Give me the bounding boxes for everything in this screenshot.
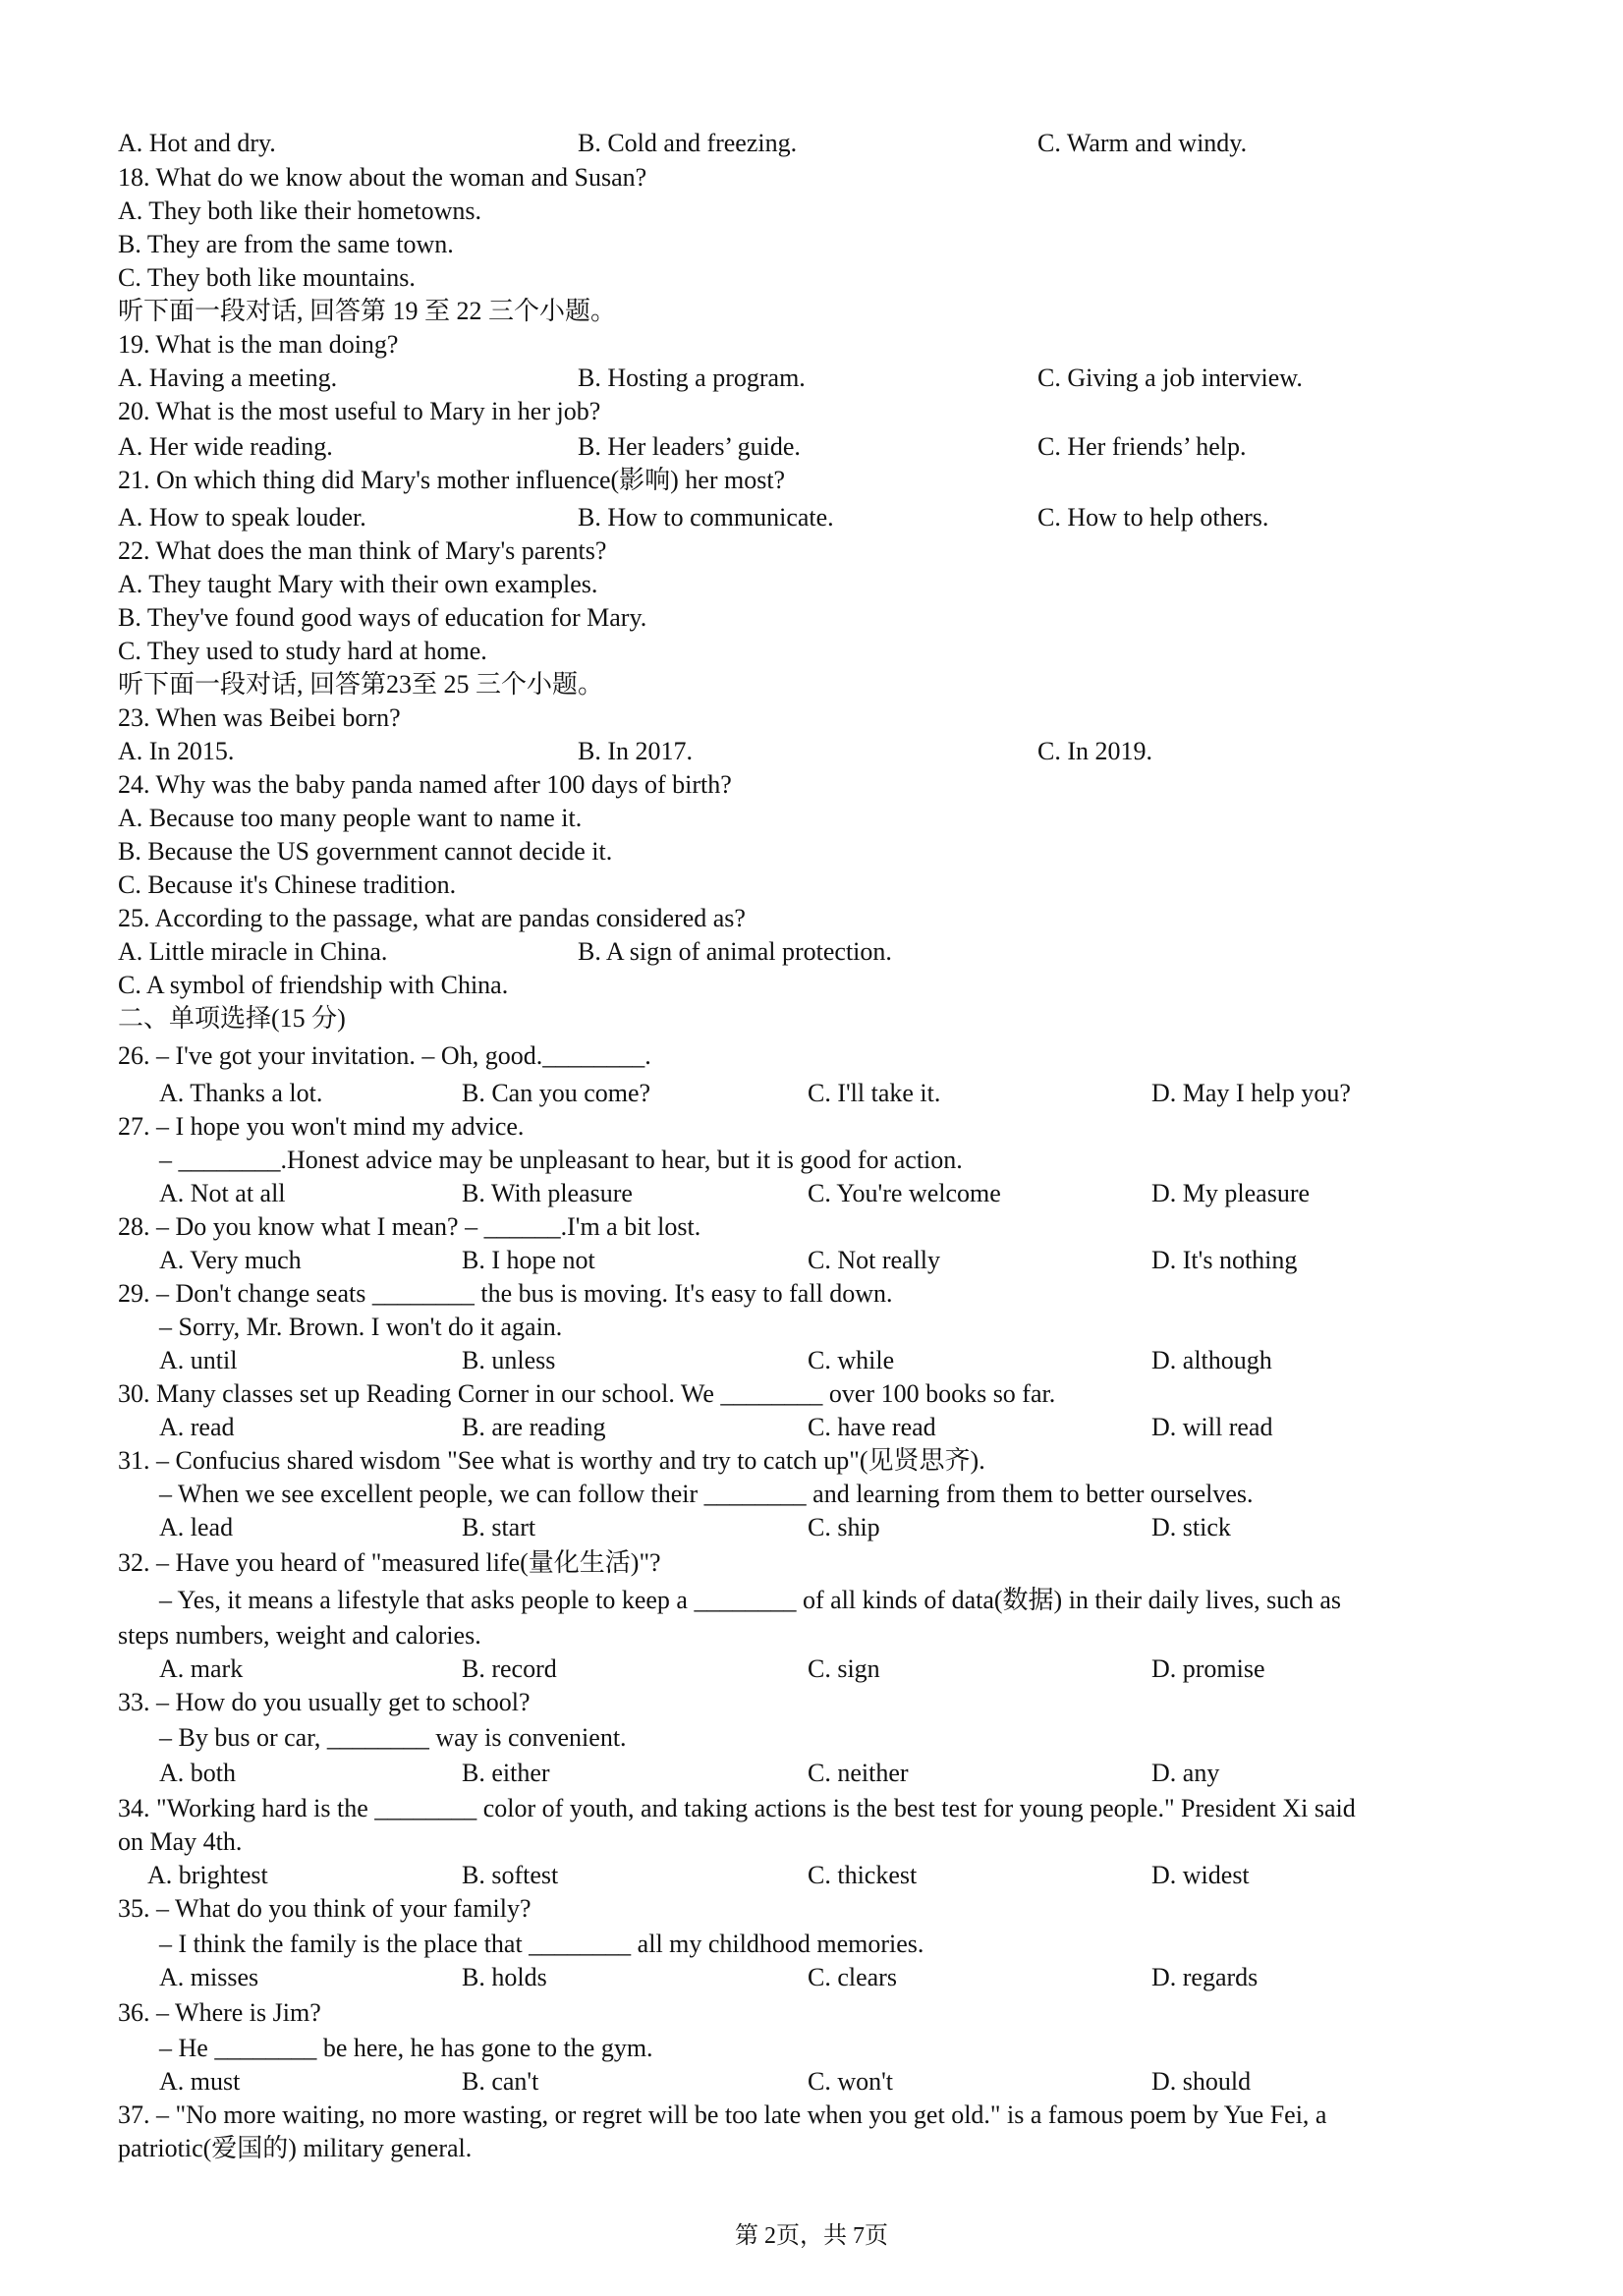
text-line: D. regards [1151,1963,1259,1991]
text-line: B. are reading [462,1413,606,1441]
text-line: A. In 2015. [118,737,235,765]
text-line: steps numbers, weight and calories. [118,1621,481,1650]
text-line: 二、单项选择(15 分) [118,1004,346,1033]
text-line: C. A symbol of friendship with China. [118,971,509,999]
page-footer: 第 2页，共 7页 [735,2223,888,2249]
text-line: – Sorry, Mr. Brown. I won't do it again. [159,1313,563,1341]
text-line: C. They both like mountains. [118,263,416,292]
text-line: C. How to help others. [1037,503,1269,532]
text-line: B. unless [462,1346,556,1374]
text-line: 18. What do we know about the woman and Susan? [118,163,647,192]
text-line: 24. Why was the baby panda named after 100 days of birth? [118,770,732,799]
text-line: C. clears [808,1963,897,1991]
text-line: – I think the family is the place that ________ all my childhood memories. [159,1930,924,1958]
text-line: B. In 2017. [578,737,693,765]
text-line: A. Hot and dry. [118,129,276,157]
text-line: – ________.Honest advice may be unpleasant to hear, but it is good for action. [159,1146,963,1174]
text-line: B. softest [462,1861,559,1889]
text-line: 听下面一段对话, 回答第23至 25 三个小题。 [118,670,604,699]
text-line: C. while [808,1346,895,1374]
text-line: B. Cold and freezing. [578,129,798,157]
text-line: C. They used to study hard at home. [118,637,487,665]
text-line: on May 4th. [118,1827,243,1856]
text-line: A. How to speak louder. [118,503,366,532]
text-line: 25. According to the passage, what are pandas considered as? [118,904,746,932]
text-line: A. They both like their hometowns. [118,196,481,225]
text-line: C. Not really [808,1246,941,1274]
text-line: A. misses [159,1963,259,1991]
text-line: 23. When was Beibei born? [118,703,401,732]
text-line: C. In 2019. [1037,737,1152,765]
text-line: 34. "Working hard is the ________ color of youth, and taking actions is the best test for young people." President Xi said [118,1794,1356,1822]
text-line: B. either [462,1759,550,1787]
text-line: D. widest [1151,1861,1250,1889]
text-line: A. until [159,1346,238,1374]
text-line: 22. What does the man think of Mary's parents? [118,536,607,565]
text-line: B. How to communicate. [578,503,834,532]
text-line: 37. – "No more waiting, no more wasting, or regret will be too late when you get old." is a famous poem by Yue Fei, a [118,2100,1327,2129]
text-line: 21. On which thing did Mary's mother influence(影响) her most? [118,466,786,494]
text-line: 26. – I've got your invitation. – Oh, good.________. [118,1041,651,1070]
text-line: A. mark [159,1654,244,1683]
text-line: 听下面一段对话, 回答第 19 至 22 三个小题。 [118,297,617,325]
text-line: 31. – Confucius shared wisdom "See what is worthy and try to catch up"(见贤思齐). [118,1446,985,1475]
text-line: B. I hope not [462,1246,595,1274]
text-line: B. Because the US government cannot decide it. [118,837,613,866]
text-line: B. start [462,1513,536,1541]
text-line: C. thickest [808,1861,918,1889]
text-line: B. A sign of animal protection. [578,937,892,966]
text-line: C. won't [808,2067,894,2096]
text-line: D. It's nothing [1151,1246,1298,1274]
text-line: 36. – Where is Jim? [118,1998,321,2027]
text-line: B. can't [462,2067,539,2096]
text-line: 35. – What do you think of your family? [118,1894,532,1923]
text-line: A. Little miracle in China. [118,937,388,966]
text-line: A. Thanks a lot. [159,1079,323,1107]
text-line: 32. – Have you heard of "measured life(量化生活)"? [118,1548,661,1577]
text-line: 30. Many classes set up Reading Corner in our school. We ________ over 100 books so far. [118,1379,1056,1408]
text-line: A. Very much [159,1246,302,1274]
text-line: A. Not at all [159,1179,286,1207]
text-line: B. Her leaders’ guide. [578,432,801,461]
text-line: A. must [159,2067,241,2096]
text-line: D. any [1151,1759,1220,1787]
text-line: D. May I help you? [1151,1079,1351,1107]
text-line: D. although [1151,1346,1272,1374]
text-line: B. record [462,1654,557,1683]
text-line: C. You're welcome [808,1179,1001,1207]
text-line: B. With pleasure [462,1179,633,1207]
text-line: 29. – Don't change seats ________ the bus is moving. It's easy to fall down. [118,1279,893,1308]
text-line: – When we see excellent people, we can follow their ________ and learning from them to better ourselves. [159,1480,1254,1508]
text-line: D. stick [1151,1513,1231,1541]
text-line: D. promise [1151,1654,1265,1683]
text-line: – Yes, it means a lifestyle that asks people to keep a ________ of all kinds of data(数据) in their daily lives, such as [159,1586,1341,1614]
text-line: C. neither [808,1759,909,1787]
text-line: 27. – I hope you won't mind my advice. [118,1112,525,1141]
text-line: 20. What is the most useful to Mary in her job? [118,397,601,425]
text-line: D. My pleasure [1151,1179,1311,1207]
text-line: C. sign [808,1654,880,1683]
text-line: patriotic(爱国的) military general. [118,2134,473,2162]
text-line: 19. What is the man doing? [118,330,399,359]
text-line: B. holds [462,1963,547,1991]
text-line: A. brightest [147,1861,268,1889]
text-line: – By bus or car, ________ way is convenient. [159,1723,627,1752]
text-line: D. should [1151,2067,1252,2096]
text-line: A. lead [159,1513,234,1541]
text-line: A. both [159,1759,236,1787]
text-line: B. Hosting a program. [578,364,806,392]
text-line: B. Can you come? [462,1079,651,1107]
text-line: D. will read [1151,1413,1273,1441]
text-line: B. They've found good ways of education for Mary. [118,603,647,632]
text-line: C. I'll take it. [808,1079,941,1107]
text-line: C. Giving a job interview. [1037,364,1303,392]
text-line: A. Having a meeting. [118,364,338,392]
text-line: A. read [159,1413,235,1441]
text-line: 28. – Do you know what I mean? – ______.I'm a bit lost. [118,1212,701,1241]
text-line: C. Her friends’ help. [1037,432,1247,461]
text-line: B. They are from the same town. [118,230,454,258]
text-line: A. Because too many people want to name it. [118,804,583,832]
text-line: A. Her wide reading. [118,432,333,461]
text-line: C. Because it's Chinese tradition. [118,870,457,899]
text-line: C. Warm and windy. [1037,129,1248,157]
text-line: A. They taught Mary with their own examples. [118,570,598,598]
text-line: 33. – How do you usually get to school? [118,1688,531,1716]
text-line: C. have read [808,1413,936,1441]
text-line: C. ship [808,1513,880,1541]
text-line: – He ________ be here, he has gone to the gym. [159,2034,653,2062]
